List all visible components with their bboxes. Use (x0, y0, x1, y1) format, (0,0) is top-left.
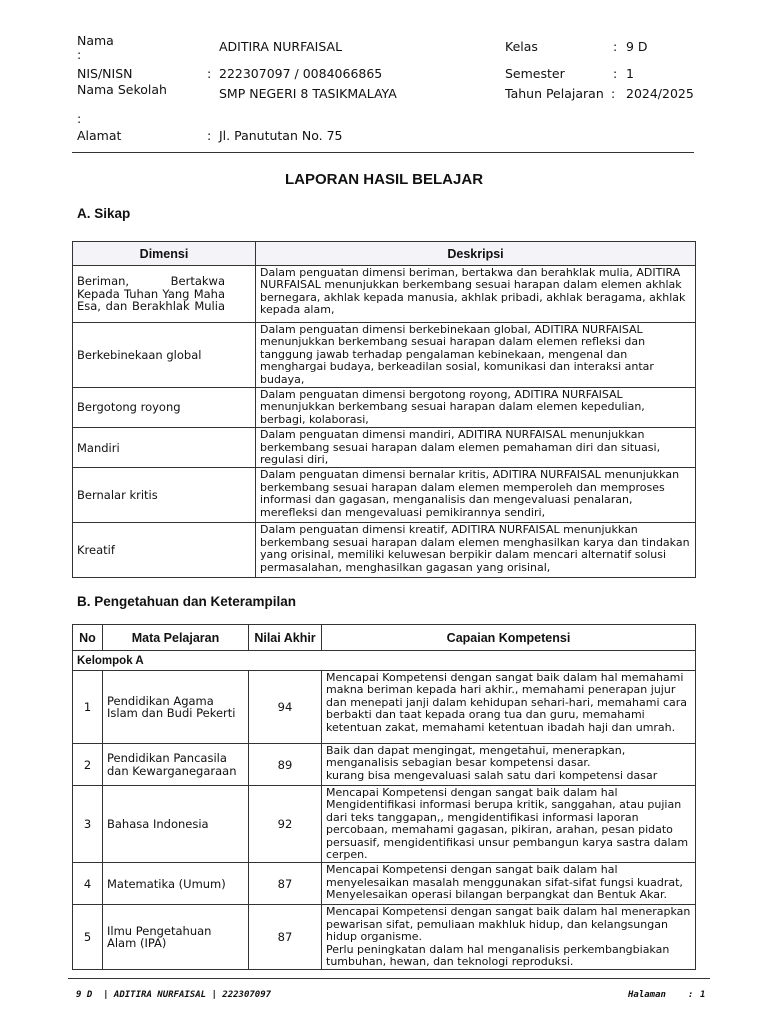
sikap-table (72, 241, 696, 578)
mapel-capaian: Mencapai Kompetensi dengan sangat baik dalam hal Mengidentifikasi informasi berupa kritik, sanggahan, atau pujian dari teks tanggapan,, mengidentifikasi informasi laporan percobaan, memahami gagasan, pikiran, arahan, pesan pidato persuasif, mengidentifikasi unsur pembangun karya sastra dalam cerpen. (322, 786, 696, 863)
nama-colon: : (77, 47, 82, 62)
mapel-row (73, 671, 696, 744)
footer-page-number: 1 (700, 990, 706, 1000)
col-nilai: Nilai Akhir (249, 625, 322, 651)
tahun-label: Tahun Pelajaran (505, 86, 604, 101)
nama-label: Nama (77, 33, 114, 48)
sikap-deskripsi: Dalam penguatan dimensi bernalar kritis, ADITIRA NURFAISAL menunjukkan berkembang sesuai harapan dalam elemen memperoleh dan memproses informasi dan gagasan, menganalisis dan mengevaluasi penalaran, merefleksi dan mengevaluasi pemikirannya sendiri, (256, 468, 696, 523)
nis-label: NIS/NISN (77, 66, 133, 81)
sikap-deskripsi: Dalam penguatan dimensi mandiri, ADITIRA NURFAISAL menunjukkan berkembang sesuai harapan dalam elemen pemahaman diri dan situasi, regulasi diri, (256, 428, 696, 468)
mapel-name: Ilmu Pengetahuan Alam (IPA) (103, 905, 249, 970)
sikap-deskripsi: Dalam penguatan dimensi beriman, bertakwa dan berahklak mulia, ADITIRA NURFAISAL menunjukkan berkembang sesuai harapan dalam elemen akhlak bernegara, akhlak kepada manusia, akhlak pribadi, akhlak beragama, akhlak kepada alam, (256, 266, 696, 323)
col-mapel: Mata Pelajaran (103, 625, 249, 651)
sikap-row (73, 388, 696, 428)
pengetahuan-table (72, 624, 696, 970)
mapel-name: Pendidikan Pancasila dan Kewarganegaraan (103, 744, 249, 786)
sikap-row (73, 266, 696, 323)
kelas-value: 9 D (626, 39, 648, 54)
mapel-name: Matematika (Umum) (103, 863, 249, 905)
col-dimensi: Dimensi (73, 242, 256, 266)
mapel-capaian: Mencapai Kompetensi dengan sangat baik dalam hal memahami makna beriman kepada hari akhir., memahami penerapan jujur dan menepati janji dalam kehidupan sehari-hari, memahami cara berbakti dan taat kepada orang tua dan guru, memahami ketentuan zakat, memahami ketentuan ibadah haji dan umrah. (322, 671, 696, 744)
sikap-dimensi: Mandiri (73, 428, 256, 468)
sikap-row (73, 523, 696, 578)
nis-colon: : (207, 66, 212, 81)
mapel-nilai: 89 (249, 744, 322, 786)
mapel-row (73, 744, 696, 786)
kelompok-label: Kelompok A (73, 651, 696, 671)
nis-value: 222307097 / 0084066865 (219, 66, 383, 81)
sekolah-colon: : (77, 111, 82, 126)
mapel-nilai: 92 (249, 786, 322, 863)
alamat-label: Alamat (77, 128, 122, 143)
mapel-row (73, 786, 696, 863)
header-divider (72, 152, 694, 153)
mapel-nilai: 94 (249, 671, 322, 744)
sikap-dimensi: Bergotong royong (73, 388, 256, 428)
sikap-dimensi: Beriman, Bertakwa Kepada Tuhan Yang Maha Esa, dan Berakhlak Mulia (73, 266, 256, 323)
footer-info: 9 D | ADITIRA NURFAISAL | 222307097 (76, 990, 272, 1000)
sikap-dimensi: Kreatif (73, 523, 256, 578)
mapel-row (73, 905, 696, 970)
col-deskripsi: Deskripsi (256, 242, 696, 266)
section-b-heading: B. Pengetahuan dan Keterampilan (77, 594, 297, 609)
sekolah-label: Nama Sekolah (77, 82, 167, 97)
mapel-capaian: Mencapai Kompetensi dengan sangat baik dalam hal menerapkan pewarisan sifat, pemuliaan makhluk hidup, dan kelangsungan hidup organisme. Perlu peningkatan dalam hal menganalisis perkembangbiakan tumbuhan, hewan, dan teknologi reproduksi. (322, 905, 696, 970)
mapel-no: 3 (73, 786, 103, 863)
page-title: LAPORAN HASIL BELAJAR (284, 171, 484, 188)
sikap-deskripsi: Dalam penguatan dimensi kreatif, ADITIRA NURFAISAL menunjukkan berkembang sesuai harapan dalam elemen menghasilkan karya dan tindakan yang orisinal, memiliki keluwesan berpikir dalam mencari alternatif solusi permasalahan, menghasilkan gagasan yang orisinal, (256, 523, 696, 578)
alamat-value: Jl. Panututan No. 75 (219, 128, 343, 143)
semester-value: 1 (626, 66, 634, 81)
mapel-name: Bahasa Indonesia (103, 786, 249, 863)
kelas-colon: : (613, 39, 618, 54)
sekolah-value: SMP NEGERI 8 TASIKMALAYA (219, 86, 397, 101)
footer-page-label: Halaman (628, 990, 666, 1000)
mapel-no: 5 (73, 905, 103, 970)
pengetahuan-header-row (73, 625, 696, 651)
sikap-deskripsi: Dalam penguatan dimensi bergotong royong, ADITIRA NURFAISAL menunjukkan berkembang sesuai harapan dalam elemen kepedulian, berbagi, kolaborasi, (256, 388, 696, 428)
sikap-dimensi: Berkebinekaan global (73, 323, 256, 388)
mapel-row (73, 863, 696, 905)
tahun-value: 2024/2025 (626, 86, 694, 101)
sikap-row (73, 323, 696, 388)
nama-value: ADITIRA NURFAISAL (219, 39, 343, 54)
kelas-label: Kelas (505, 39, 538, 54)
sikap-dimensi: Bernalar kritis (73, 468, 256, 523)
mapel-no: 4 (73, 863, 103, 905)
sikap-row (73, 428, 696, 468)
col-no: No (73, 625, 103, 651)
footer-divider (68, 978, 710, 979)
sikap-header-row (73, 242, 696, 266)
mapel-nilai: 87 (249, 863, 322, 905)
semester-colon: : (613, 66, 618, 81)
semester-label: Semester (505, 66, 565, 81)
footer-page-colon: : (688, 990, 694, 1000)
alamat-colon: : (207, 128, 212, 143)
tahun-colon: : (611, 86, 616, 101)
col-capaian: Capaian Kompetensi (322, 625, 696, 651)
mapel-no: 1 (73, 671, 103, 744)
sikap-deskripsi: Dalam penguatan dimensi berkebinekaan global, ADITIRA NURFAISAL menunjukkan berkembang sesuai harapan dalam elemen refleksi dan tanggung jawab terhadap pengalaman kebinekaan, mengenal dan menghargai budaya, berkeadilan sosial, komunikasi dan interaksi antar budaya, (256, 323, 696, 388)
sikap-row (73, 468, 696, 523)
mapel-capaian: Mencapai Kompetensi dengan sangat baik dalam hal menyelesaikan masalah menggunakan sifat-sifat fungsi kuadrat, Menyelesaikan operasi bilangan berpangkat dan Bentuk Akar. (322, 863, 696, 905)
section-a-heading: A. Sikap (77, 206, 131, 221)
mapel-capaian: Baik dan dapat mengingat, mengetahui, menerapkan, menganalisis sebagian besar kompetensi dasar. kurang bisa mengevaluasi salah satu dari kompetensi dasar (322, 744, 696, 786)
mapel-name: Pendidikan Agama Islam dan Budi Pekerti (103, 671, 249, 744)
mapel-no: 2 (73, 744, 103, 786)
group-row (73, 651, 696, 671)
mapel-nilai: 87 (249, 905, 322, 970)
